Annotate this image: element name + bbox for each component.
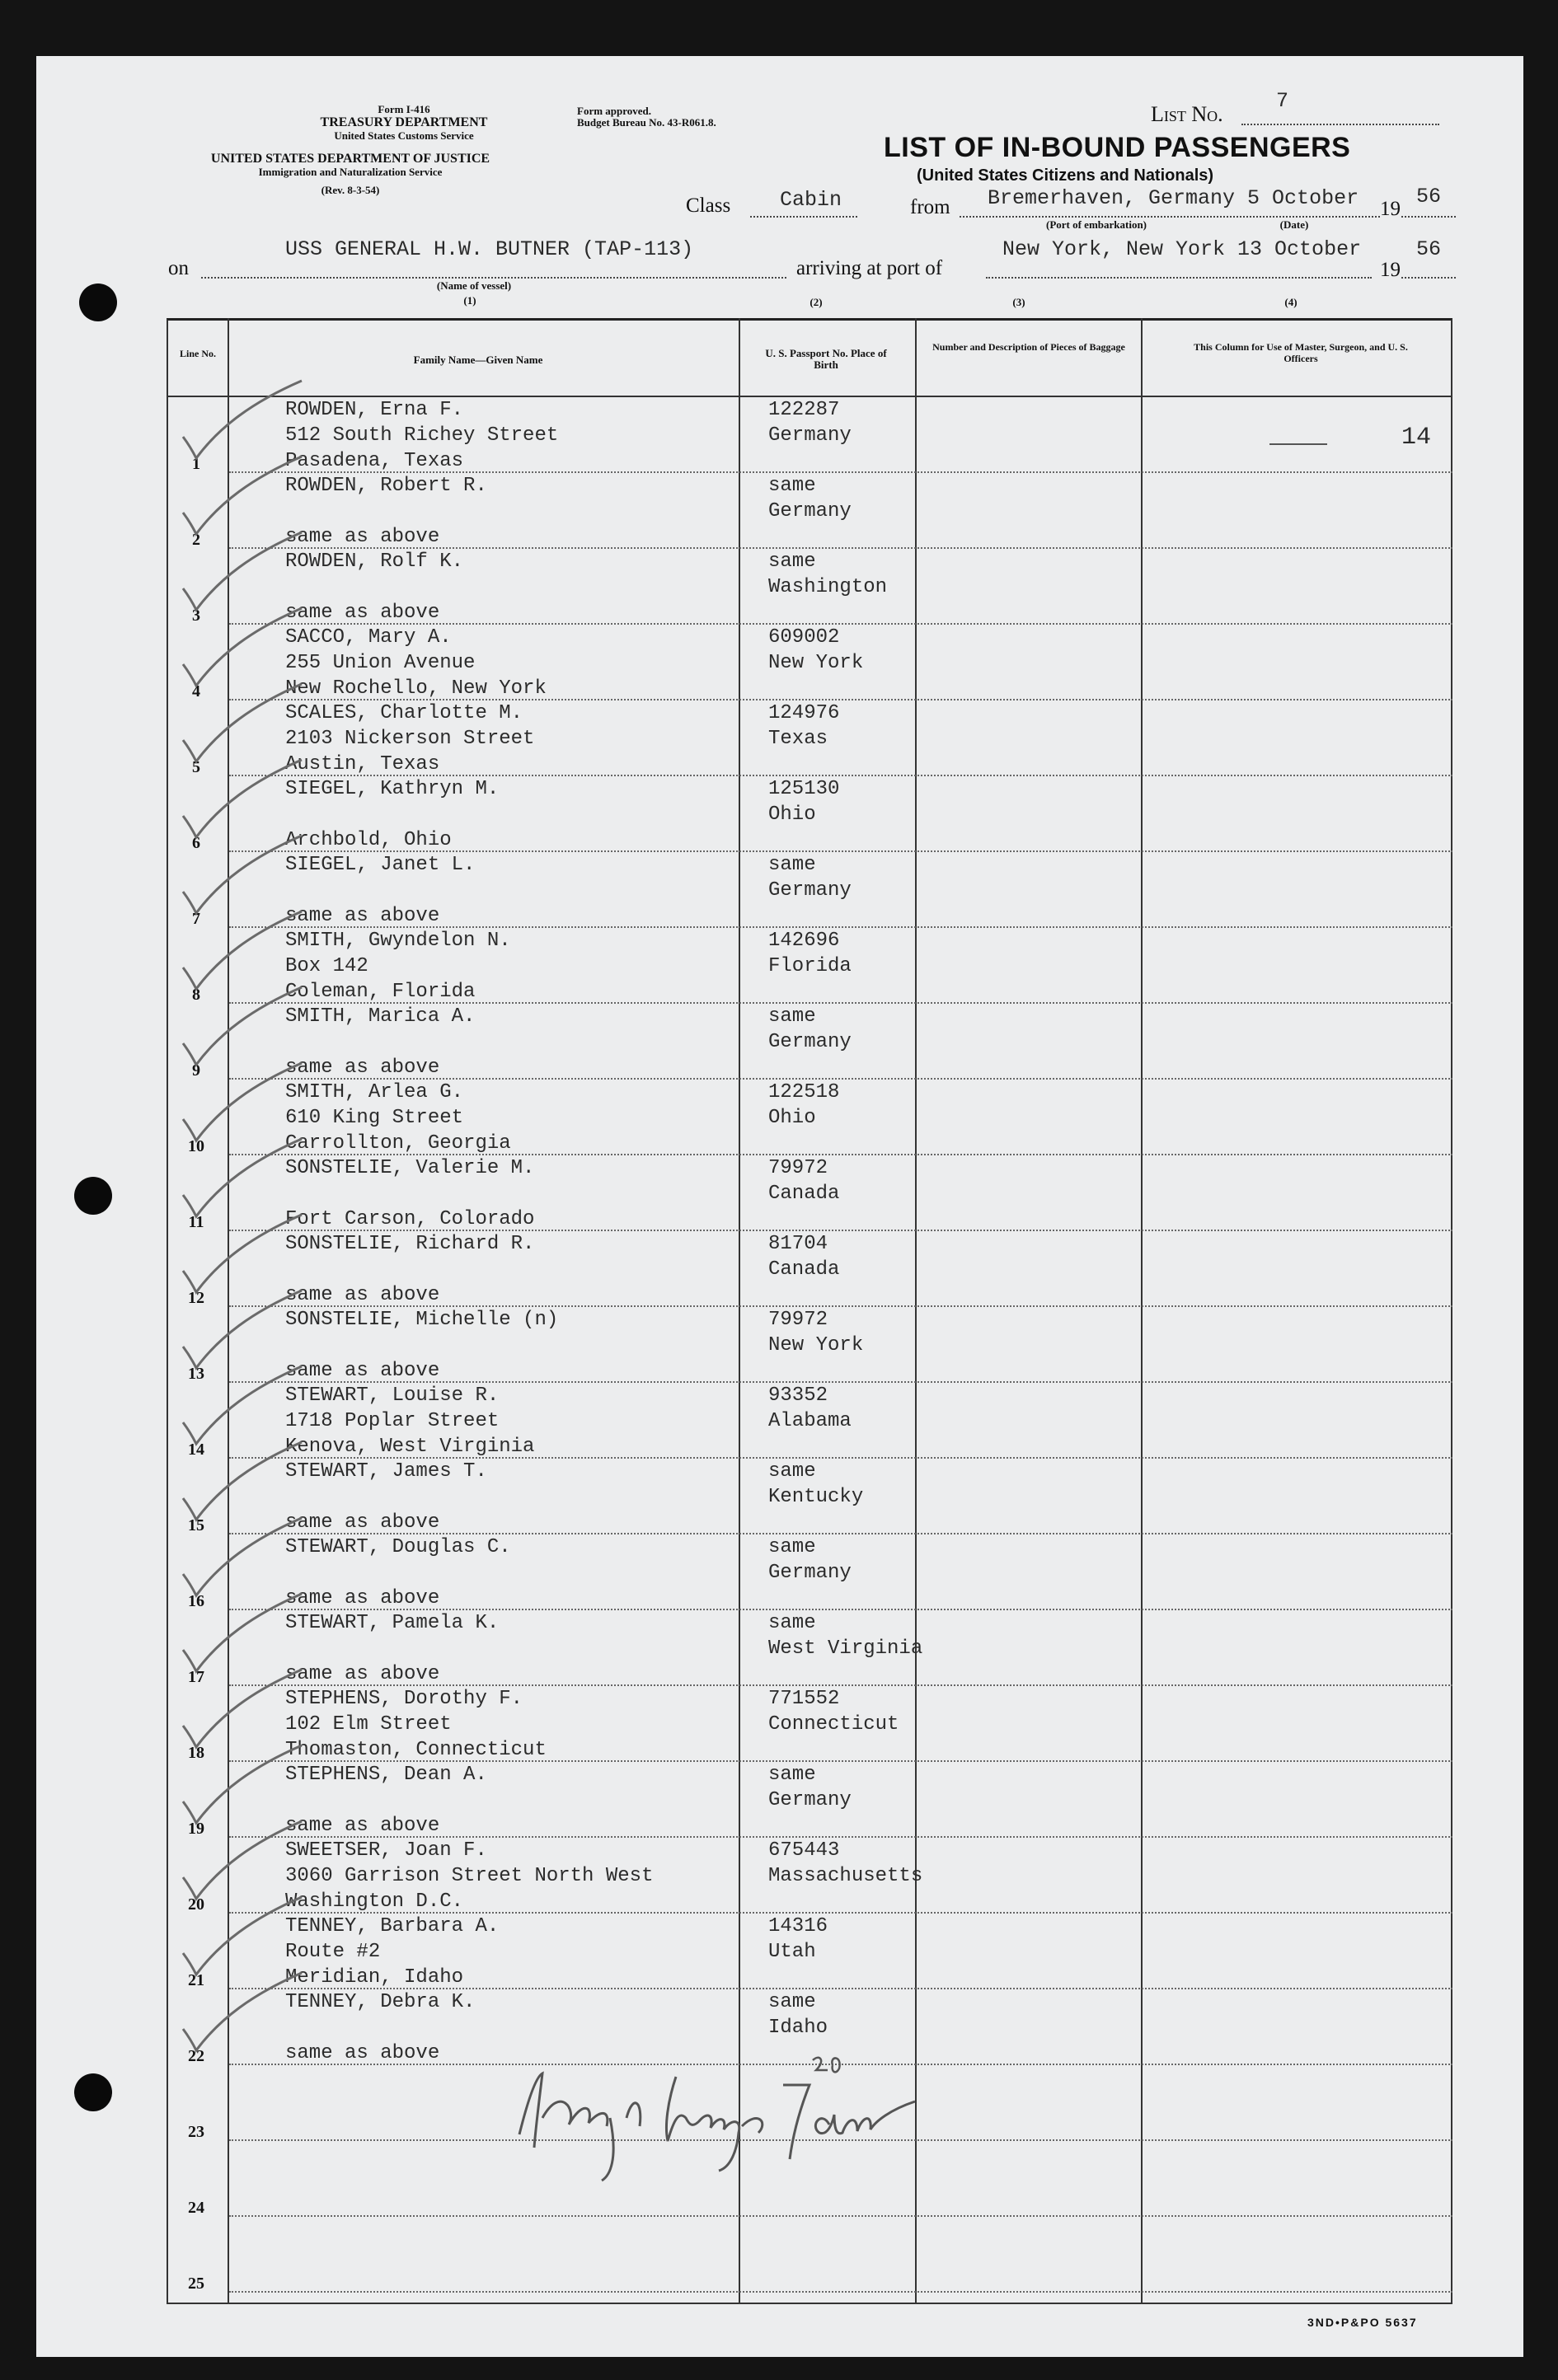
passenger-address: Box 142 <box>285 955 368 977</box>
line-number: 17 <box>188 1668 204 1686</box>
col-divider-passport <box>915 318 917 2304</box>
place-of-birth: New York <box>768 1334 864 1356</box>
passenger-address: same as above <box>285 526 440 548</box>
immigration-service: Immigration and Naturalization Service <box>258 166 443 178</box>
line-number: 20 <box>188 1895 204 1914</box>
revision-date: (Rev. 8-3-54) <box>321 184 380 196</box>
place-of-birth: Washington <box>768 576 888 598</box>
passport-number: same <box>768 1991 816 2013</box>
punch-hole <box>79 283 117 321</box>
passenger-address: Thomaston, Connecticut <box>285 1739 547 1761</box>
place-of-birth: Kentucky <box>768 1486 864 1508</box>
line-number: 10 <box>188 1137 204 1155</box>
line-number: 14 <box>188 1441 204 1459</box>
passenger-name: ROWDEN, Robert R. <box>285 475 487 497</box>
passenger-name: SMITH, Gwyndelon N. <box>285 930 511 952</box>
line-number: 2 <box>192 531 200 549</box>
line-number: 22 <box>188 2047 204 2065</box>
passenger-address: 1718 Poplar Street <box>285 1410 500 1432</box>
place-of-birth: Canada <box>768 1258 840 1281</box>
passenger-name: TENNEY, Debra K. <box>285 1991 476 2013</box>
treasury-department: TREASURY DEPARTMENT <box>320 115 488 129</box>
embarkation-port: Bremerhaven, Germany 5 October <box>988 186 1359 210</box>
from-label: from <box>910 196 950 218</box>
passenger-name: STEPHENS, Dorothy F. <box>285 1688 523 1710</box>
passenger-address: Coleman, Florida <box>285 981 476 1003</box>
passenger-address: same as above <box>285 905 440 927</box>
row-separator <box>229 2291 1452 2293</box>
passenger-name: STEWART, Pamela K. <box>285 1612 500 1634</box>
passenger-name: SONSTELIE, Richard R. <box>285 1233 535 1255</box>
passport-number: 675443 <box>768 1839 840 1862</box>
place-of-birth: Ohio <box>768 1107 816 1129</box>
list-number: 7 <box>1276 89 1289 113</box>
passenger-address: 512 South Richey Street <box>285 424 559 447</box>
list-no-line <box>1241 124 1439 125</box>
line-number: 15 <box>188 1516 204 1534</box>
line-number: 13 <box>188 1365 204 1383</box>
line-number: 12 <box>188 1289 204 1307</box>
col-header-baggage: Number and Description of Pieces of Baggage <box>932 341 1125 353</box>
place-of-birth: Florida <box>768 955 852 977</box>
place-of-birth: Ohio <box>768 803 816 826</box>
passenger-address: 102 Elm Street <box>285 1713 452 1736</box>
passenger-address: Fort Carson, Colorado <box>285 1208 535 1230</box>
line-number: 23 <box>188 2123 204 2141</box>
vessel-name: USS GENERAL H.W. BUTNER (TAP-113) <box>285 237 694 261</box>
passport-number: 14316 <box>768 1915 828 1937</box>
arrival-year: 56 <box>1416 237 1442 261</box>
line-number: 4 <box>192 682 200 700</box>
place-of-birth: Germany <box>768 500 852 522</box>
place-of-birth: Texas <box>768 728 828 750</box>
punch-hole <box>74 1177 112 1215</box>
line-number: 6 <box>192 834 200 852</box>
passenger-address: same as above <box>285 1587 440 1609</box>
year-line-from <box>1401 216 1456 218</box>
passport-number: 124976 <box>768 702 840 724</box>
customs-service: United States Customs Service <box>334 129 474 142</box>
budget-bureau: Budget Bureau No. 43-R061.8. <box>577 116 716 129</box>
place-of-birth: Germany <box>768 879 852 902</box>
passport-number: same <box>768 1764 816 1786</box>
place-of-birth: Germany <box>768 1562 852 1584</box>
line-number: 25 <box>188 2275 204 2293</box>
passenger-address: 3060 Garrison Street North West <box>285 1865 654 1887</box>
passenger-name: STEWART, Louise R. <box>285 1384 500 1407</box>
passenger-address: Carrollton, Georgia <box>285 1132 511 1155</box>
passenger-address: same as above <box>285 1511 440 1534</box>
officer-dash-mark <box>1269 443 1327 445</box>
passenger-address: Pasadena, Texas <box>285 450 464 472</box>
passenger-name: ROWDEN, Rolf K. <box>285 550 464 573</box>
passport-number: 93352 <box>768 1384 828 1407</box>
row-separator <box>229 2215 1452 2217</box>
passenger-name: SONSTELIE, Michelle (n) <box>285 1309 559 1331</box>
arrival-line <box>986 277 1372 279</box>
vessel-line <box>201 277 786 279</box>
line-number: 3 <box>192 607 200 625</box>
line-number: 1 <box>192 455 200 473</box>
line-number: 11 <box>188 1213 204 1231</box>
passport-number: same <box>768 1005 816 1028</box>
passenger-address: Washington D.C. <box>285 1890 464 1913</box>
vessel-caption: (Name of vessel) <box>436 279 512 292</box>
passenger-address: 255 Union Avenue <box>285 652 476 674</box>
col-header-name: Family Name—Given Name <box>413 354 543 366</box>
place-of-birth: Massachusetts <box>768 1865 923 1887</box>
arriving-label: arriving at port of <box>796 257 943 279</box>
col3-number: (3) <box>1012 296 1025 308</box>
passport-number: 771552 <box>768 1688 840 1710</box>
year-prefix-from: 19 <box>1380 198 1401 220</box>
passenger-name: STEPHENS, Dean A. <box>285 1764 487 1786</box>
passport-number: same <box>768 550 816 573</box>
passenger-name: SMITH, Arlea G. <box>285 1081 464 1103</box>
passenger-name: ROWDEN, Erna F. <box>285 399 464 421</box>
passport-number: 142696 <box>768 930 840 952</box>
passenger-address: 2103 Nickerson Street <box>285 728 535 750</box>
passenger-address: same as above <box>285 1663 440 1685</box>
class-line <box>750 216 857 218</box>
col-header-line: Line No. <box>179 348 216 359</box>
passport-number: 79972 <box>768 1157 828 1179</box>
inspector-signature <box>503 2036 932 2188</box>
passport-number: same <box>768 1536 816 1558</box>
passenger-name: SONSTELIE, Valerie M. <box>285 1157 535 1179</box>
passenger-name: SACCO, Mary A. <box>285 626 452 649</box>
passport-number: 125130 <box>768 778 840 800</box>
list-no-label: List No. <box>1151 102 1223 126</box>
punch-hole <box>74 2073 112 2111</box>
passenger-address: same as above <box>285 1815 440 1837</box>
place-of-birth: Germany <box>768 1031 852 1053</box>
line-number: 16 <box>188 1592 204 1610</box>
place-of-birth: Germany <box>768 1789 852 1811</box>
check-mark-icon <box>178 1970 310 2060</box>
passport-number: 79972 <box>768 1309 828 1331</box>
passport-number: same <box>768 1612 816 1634</box>
col-divider-name <box>739 318 740 2304</box>
col4-number: (4) <box>1284 296 1298 308</box>
place-of-birth: Idaho <box>768 2017 828 2039</box>
signature-graphic <box>503 2036 932 2184</box>
place-of-birth: Germany <box>768 424 852 447</box>
line-number: 5 <box>192 758 200 776</box>
passenger-address: 610 King Street <box>285 1107 464 1129</box>
line-number: 19 <box>188 1820 204 1838</box>
place-of-birth: Connecticut <box>768 1713 899 1736</box>
passport-number: 609002 <box>768 626 840 649</box>
passenger-address: same as above <box>285 1056 440 1079</box>
place-of-birth: Utah <box>768 1941 816 1963</box>
col2-number: (2) <box>810 296 823 308</box>
col-header-officers: This Column for Use of Master, Surgeon, and U. S. Officers <box>1194 341 1408 364</box>
place-of-birth: Alabama <box>768 1410 852 1432</box>
passenger-address: same as above <box>285 602 440 624</box>
embarkation-year: 56 <box>1416 185 1442 208</box>
passenger-address: Kenova, West Virginia <box>285 1436 535 1458</box>
class-label: Class <box>686 194 731 217</box>
line-number: 18 <box>188 1744 204 1762</box>
passenger-address: Route #2 <box>285 1941 381 1963</box>
col-header-passport: U. S. Passport No. Place of Birth <box>765 347 887 371</box>
form-approved: Form approved. <box>577 105 652 117</box>
port-caption: (Port of embarkation) <box>1045 218 1147 231</box>
department-of-justice: UNITED STATES DEPARTMENT OF JUSTICE <box>210 152 490 166</box>
passenger-name: SCALES, Charlotte M. <box>285 702 523 724</box>
line-number: 24 <box>188 2199 204 2217</box>
year-line-arrival <box>1401 277 1456 279</box>
line-number: 21 <box>188 1971 204 1989</box>
year-prefix-arrival: 19 <box>1380 259 1401 281</box>
from-line <box>960 216 1380 218</box>
class-value: Cabin <box>780 188 842 212</box>
passport-number: same <box>768 1460 816 1483</box>
on-label: on <box>168 257 189 279</box>
officer-mark: 14 <box>1401 424 1432 452</box>
place-of-birth: New York <box>768 652 864 674</box>
passenger-name: TENNEY, Barbara A. <box>285 1915 500 1937</box>
arrival-port: New York, New York 13 October <box>1002 237 1362 261</box>
passenger-address: Archbold, Ohio <box>285 829 452 851</box>
passenger-name: SIEGEL, Kathryn M. <box>285 778 500 800</box>
passenger-name: STEWART, Douglas C. <box>285 1536 511 1558</box>
line-number: 8 <box>192 986 200 1004</box>
date-caption: (Date) <box>1279 218 1309 231</box>
document-subtitle: (United States Citizens and Nationals) <box>917 166 1214 185</box>
passenger-name: SMITH, Marica A. <box>285 1005 476 1028</box>
col-divider-baggage <box>1141 318 1143 2304</box>
passport-number: 81704 <box>768 1233 828 1255</box>
passenger-address: same as above <box>285 1284 440 1306</box>
form-number: Form I-416 <box>378 103 430 115</box>
passenger-address: same as above <box>285 2042 440 2064</box>
place-of-birth: West Virginia <box>768 1637 923 1660</box>
line-number: 7 <box>192 910 200 928</box>
line-number: 9 <box>192 1061 200 1080</box>
passenger-address: same as above <box>285 1360 440 1382</box>
passenger-address: Austin, Texas <box>285 753 440 775</box>
passenger-address: Meridian, Idaho <box>285 1966 464 1989</box>
col1-number: (1) <box>463 294 476 307</box>
passenger-name: STEWART, James T. <box>285 1460 487 1483</box>
document-title: LIST OF IN-BOUND PASSENGERS <box>884 132 1351 163</box>
footer-code: 3ND•P&PO 5637 <box>1307 2316 1418 2329</box>
passport-number: same <box>768 475 816 497</box>
passenger-name: SWEETSER, Joan F. <box>285 1839 487 1862</box>
place-of-birth: Canada <box>768 1183 840 1205</box>
passenger-address: New Rochello, New York <box>285 677 547 700</box>
passport-number: 122287 <box>768 399 840 421</box>
passport-number: 122518 <box>768 1081 840 1103</box>
passenger-name: SIEGEL, Janet L. <box>285 854 476 876</box>
passport-number: same <box>768 854 816 876</box>
